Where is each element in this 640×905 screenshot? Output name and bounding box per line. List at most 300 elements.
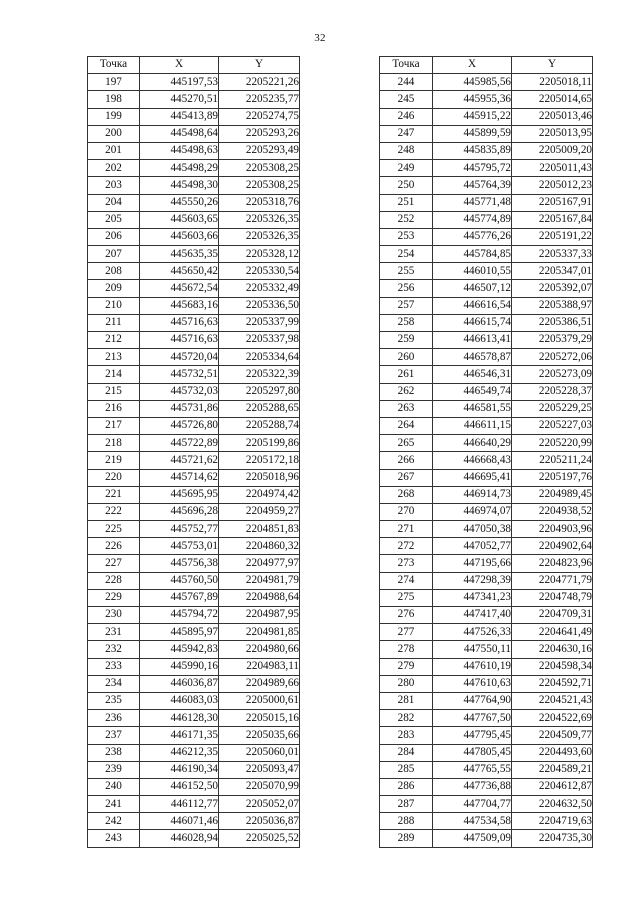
y-coordinate-cell: 2205220,99 — [512, 435, 593, 452]
point-number-cell: 265 — [380, 435, 433, 452]
x-coordinate-cell: 446112,77 — [140, 796, 219, 813]
table-header-row — [380, 57, 593, 74]
point-number-cell: 238 — [88, 744, 140, 761]
y-coordinate-cell: 2205018,11 — [512, 74, 593, 91]
point-number-cell: 197 — [88, 74, 140, 91]
x-coordinate-cell: 446152,50 — [140, 778, 219, 795]
y-coordinate-cell: 2204989,66 — [219, 675, 300, 692]
y-coordinate-cell: 2204981,85 — [219, 624, 300, 641]
y-coordinate-cell: 2205388,97 — [512, 297, 593, 314]
y-coordinate-cell: 2205167,84 — [512, 211, 593, 228]
table-row — [380, 572, 593, 589]
table-row — [380, 658, 593, 675]
x-coordinate-cell: 445695,95 — [140, 486, 219, 503]
y-coordinate-cell: 2205274,75 — [219, 108, 300, 125]
point-number-cell: 277 — [380, 624, 433, 641]
y-coordinate-cell: 2205288,65 — [219, 400, 300, 417]
table-row — [380, 177, 593, 194]
x-coordinate-cell: 445498,64 — [140, 125, 219, 142]
x-coordinate-cell: 445899,59 — [433, 125, 512, 142]
point-number-cell: 207 — [88, 246, 140, 263]
table-row — [88, 91, 300, 108]
point-number-cell: 276 — [380, 607, 433, 624]
x-coordinate-cell: 446974,07 — [433, 503, 512, 520]
table-row — [88, 452, 300, 469]
x-coordinate-cell: 445756,38 — [140, 555, 219, 572]
x-coordinate-cell: 445603,66 — [140, 228, 219, 245]
table-row — [88, 830, 300, 847]
x-coordinate-cell: 445726,80 — [140, 417, 219, 434]
table-row — [380, 452, 593, 469]
y-coordinate-cell: 2204989,45 — [512, 486, 593, 503]
x-coordinate-cell: 447736,88 — [433, 778, 512, 795]
y-coordinate-cell: 2205326,35 — [219, 211, 300, 228]
y-coordinate-cell: 2204592,71 — [512, 675, 593, 692]
x-coordinate-cell: 446171,35 — [140, 727, 219, 744]
point-number-cell: 252 — [380, 211, 433, 228]
point-number-cell: 272 — [380, 538, 433, 555]
header-x: X — [433, 57, 512, 74]
y-coordinate-cell: 2204493,60 — [512, 744, 593, 761]
table-row — [88, 125, 300, 142]
table-row — [88, 435, 300, 452]
table-row — [88, 796, 300, 813]
point-number-cell: 261 — [380, 366, 433, 383]
y-coordinate-cell: 2205013,95 — [512, 125, 593, 142]
header-point: Точка — [88, 57, 140, 74]
table-row — [380, 366, 593, 383]
table-row — [380, 332, 593, 349]
x-coordinate-cell: 445990,16 — [140, 658, 219, 675]
point-number-cell: 237 — [88, 727, 140, 744]
point-number-cell: 247 — [380, 125, 433, 142]
table-row — [88, 692, 300, 709]
x-coordinate-cell: 445683,16 — [140, 297, 219, 314]
y-coordinate-cell: 2204612,87 — [512, 778, 593, 795]
y-coordinate-cell: 2205326,35 — [219, 228, 300, 245]
y-coordinate-cell: 2205228,37 — [512, 383, 593, 400]
y-coordinate-cell: 2204988,64 — [219, 589, 300, 606]
table-row — [88, 658, 300, 675]
x-coordinate-cell: 446212,35 — [140, 744, 219, 761]
x-coordinate-cell: 447509,09 — [433, 830, 512, 847]
y-coordinate-cell: 2205199,86 — [219, 435, 300, 452]
x-coordinate-cell: 445942,83 — [140, 641, 219, 658]
x-coordinate-cell: 446071,46 — [140, 813, 219, 830]
table-row — [88, 108, 300, 125]
point-number-cell: 256 — [380, 280, 433, 297]
y-coordinate-cell: 2205347,01 — [512, 263, 593, 280]
x-coordinate-cell: 447534,58 — [433, 813, 512, 830]
point-number-cell: 283 — [380, 727, 433, 744]
point-number-cell: 254 — [380, 246, 433, 263]
x-coordinate-cell: 447610,63 — [433, 675, 512, 692]
table-row — [380, 692, 593, 709]
x-coordinate-cell: 446613,41 — [433, 332, 512, 349]
y-coordinate-cell: 2204860,32 — [219, 538, 300, 555]
x-coordinate-cell: 445696,28 — [140, 503, 219, 520]
table-row — [88, 349, 300, 366]
point-number-cell: 235 — [88, 692, 140, 709]
table-row — [88, 607, 300, 624]
table-row — [88, 538, 300, 555]
table-row — [88, 813, 300, 830]
point-number-cell: 289 — [380, 830, 433, 847]
table-row — [380, 91, 593, 108]
point-number-cell: 219 — [88, 452, 140, 469]
table-row — [88, 194, 300, 211]
x-coordinate-cell: 447341,23 — [433, 589, 512, 606]
header-y: Y — [512, 57, 593, 74]
y-coordinate-cell: 2204902,64 — [512, 538, 593, 555]
x-coordinate-cell: 447550,11 — [433, 641, 512, 658]
y-coordinate-cell: 2204719,63 — [512, 813, 593, 830]
table-row — [88, 503, 300, 520]
table-row — [88, 74, 300, 91]
x-coordinate-cell: 445767,89 — [140, 589, 219, 606]
y-coordinate-cell: 2205330,54 — [219, 263, 300, 280]
y-coordinate-cell: 2204521,43 — [512, 692, 593, 709]
x-coordinate-cell: 445835,89 — [433, 142, 512, 159]
y-coordinate-cell: 2205221,26 — [219, 74, 300, 91]
y-coordinate-cell: 2204598,34 — [512, 658, 593, 675]
table-row — [380, 297, 593, 314]
x-coordinate-cell: 445753,01 — [140, 538, 219, 555]
table-row — [380, 349, 593, 366]
point-number-cell: 262 — [380, 383, 433, 400]
table-row — [88, 572, 300, 589]
table-row — [88, 400, 300, 417]
y-coordinate-cell: 2205336,50 — [219, 297, 300, 314]
table-row — [380, 503, 593, 520]
table-row — [88, 332, 300, 349]
table-row — [88, 263, 300, 280]
y-coordinate-cell: 2205235,77 — [219, 91, 300, 108]
point-number-cell: 275 — [380, 589, 433, 606]
point-number-cell: 251 — [380, 194, 433, 211]
y-coordinate-cell: 2205337,99 — [219, 314, 300, 331]
table-row — [380, 675, 593, 692]
y-coordinate-cell: 2205308,25 — [219, 160, 300, 177]
point-number-cell: 286 — [380, 778, 433, 795]
point-number-cell: 263 — [380, 400, 433, 417]
point-number-cell: 198 — [88, 91, 140, 108]
table-row — [88, 744, 300, 761]
point-number-cell: 267 — [380, 469, 433, 486]
point-number-cell: 208 — [88, 263, 140, 280]
x-coordinate-cell: 446695,41 — [433, 469, 512, 486]
y-coordinate-cell: 2205273,09 — [512, 366, 593, 383]
x-coordinate-cell: 447765,55 — [433, 761, 512, 778]
y-coordinate-cell: 2205191,22 — [512, 228, 593, 245]
y-coordinate-cell: 2204977,97 — [219, 555, 300, 572]
y-coordinate-cell: 2204748,79 — [512, 589, 593, 606]
table-row — [380, 624, 593, 641]
x-coordinate-cell: 445795,72 — [433, 160, 512, 177]
y-coordinate-cell: 2205014,65 — [512, 91, 593, 108]
y-coordinate-cell: 2205293,26 — [219, 125, 300, 142]
table-row — [380, 228, 593, 245]
table-row — [380, 280, 593, 297]
x-coordinate-cell: 445650,42 — [140, 263, 219, 280]
x-coordinate-cell: 447050,38 — [433, 521, 512, 538]
y-coordinate-cell: 2205035,66 — [219, 727, 300, 744]
table-row — [380, 761, 593, 778]
table-row — [380, 607, 593, 624]
x-coordinate-cell: 445714,62 — [140, 469, 219, 486]
table-row — [88, 727, 300, 744]
point-number-cell: 213 — [88, 349, 140, 366]
table-row — [380, 74, 593, 91]
point-number-cell: 202 — [88, 160, 140, 177]
point-number-cell: 206 — [88, 228, 140, 245]
y-coordinate-cell: 2205012,23 — [512, 177, 593, 194]
point-number-cell: 204 — [88, 194, 140, 211]
table-row — [88, 641, 300, 658]
y-coordinate-cell: 2204709,31 — [512, 607, 593, 624]
point-number-cell: 240 — [88, 778, 140, 795]
point-number-cell: 214 — [88, 366, 140, 383]
point-number-cell: 236 — [88, 710, 140, 727]
table-row — [88, 521, 300, 538]
point-number-cell: 205 — [88, 211, 140, 228]
point-number-cell: 271 — [380, 521, 433, 538]
x-coordinate-cell: 447764,90 — [433, 692, 512, 709]
point-number-cell: 229 — [88, 589, 140, 606]
point-number-cell: 241 — [88, 796, 140, 813]
point-number-cell: 212 — [88, 332, 140, 349]
x-coordinate-cell: 445672,54 — [140, 280, 219, 297]
x-coordinate-cell: 446128,30 — [140, 710, 219, 727]
y-coordinate-cell: 2205386,51 — [512, 314, 593, 331]
y-coordinate-cell: 2204851,83 — [219, 521, 300, 538]
x-coordinate-cell: 446549,74 — [433, 383, 512, 400]
x-coordinate-cell: 445413,89 — [140, 108, 219, 125]
point-number-cell: 246 — [380, 108, 433, 125]
point-number-cell: 201 — [88, 142, 140, 159]
table-row — [88, 589, 300, 606]
table-row — [88, 142, 300, 159]
y-coordinate-cell: 2205015,16 — [219, 710, 300, 727]
x-coordinate-cell: 447417,40 — [433, 607, 512, 624]
table-row — [380, 727, 593, 744]
x-coordinate-cell: 445732,03 — [140, 383, 219, 400]
x-coordinate-cell: 445731,86 — [140, 400, 219, 417]
x-coordinate-cell: 445732,51 — [140, 366, 219, 383]
point-number-cell: 227 — [88, 555, 140, 572]
table-row — [380, 383, 593, 400]
x-coordinate-cell: 447805,45 — [433, 744, 512, 761]
y-coordinate-cell: 2205052,07 — [219, 796, 300, 813]
x-coordinate-cell: 446578,87 — [433, 349, 512, 366]
point-number-cell: 217 — [88, 417, 140, 434]
point-number-cell: 274 — [380, 572, 433, 589]
point-number-cell: 259 — [380, 332, 433, 349]
table-row — [88, 761, 300, 778]
x-coordinate-cell: 446640,29 — [433, 435, 512, 452]
table-row — [88, 778, 300, 795]
table-row — [88, 469, 300, 486]
y-coordinate-cell: 2204823,96 — [512, 555, 593, 572]
point-number-cell: 288 — [380, 813, 433, 830]
point-number-cell: 210 — [88, 297, 140, 314]
table-row — [380, 538, 593, 555]
x-coordinate-cell: 446611,15 — [433, 417, 512, 434]
x-coordinate-cell: 445764,39 — [433, 177, 512, 194]
point-number-cell: 225 — [88, 521, 140, 538]
point-number-cell: 266 — [380, 452, 433, 469]
point-number-cell: 284 — [380, 744, 433, 761]
table-row — [88, 366, 300, 383]
point-number-cell: 244 — [380, 74, 433, 91]
coordinates-table-left — [87, 56, 300, 848]
point-number-cell: 279 — [380, 658, 433, 675]
x-coordinate-cell: 447795,45 — [433, 727, 512, 744]
header-x: X — [140, 57, 219, 74]
table-row — [380, 194, 593, 211]
x-coordinate-cell: 445720,04 — [140, 349, 219, 366]
x-coordinate-cell: 445722,89 — [140, 435, 219, 452]
x-coordinate-cell: 445752,77 — [140, 521, 219, 538]
y-coordinate-cell: 2205011,43 — [512, 160, 593, 177]
point-number-cell: 203 — [88, 177, 140, 194]
y-coordinate-cell: 2205229,25 — [512, 400, 593, 417]
point-number-cell: 216 — [88, 400, 140, 417]
point-number-cell: 285 — [380, 761, 433, 778]
y-coordinate-cell: 2205328,12 — [219, 246, 300, 263]
x-coordinate-cell: 446036,87 — [140, 675, 219, 692]
point-number-cell: 233 — [88, 658, 140, 675]
table-row — [380, 744, 593, 761]
table-row — [88, 555, 300, 572]
table-row — [88, 177, 300, 194]
x-coordinate-cell: 447526,33 — [433, 624, 512, 641]
x-coordinate-cell: 445635,35 — [140, 246, 219, 263]
y-coordinate-cell: 2205293,49 — [219, 142, 300, 159]
y-coordinate-cell: 2204522,69 — [512, 710, 593, 727]
x-coordinate-cell: 446190,34 — [140, 761, 219, 778]
x-coordinate-cell: 445716,63 — [140, 332, 219, 349]
y-coordinate-cell: 2205297,80 — [219, 383, 300, 400]
point-number-cell: 253 — [380, 228, 433, 245]
table-row — [88, 417, 300, 434]
point-number-cell: 215 — [88, 383, 140, 400]
y-coordinate-cell: 2204735,30 — [512, 830, 593, 847]
y-coordinate-cell: 2204903,96 — [512, 521, 593, 538]
table-row — [380, 435, 593, 452]
table-row — [380, 486, 593, 503]
table-row — [380, 469, 593, 486]
point-number-cell: 218 — [88, 435, 140, 452]
table-row — [380, 263, 593, 280]
point-number-cell: 200 — [88, 125, 140, 142]
table-row — [380, 589, 593, 606]
x-coordinate-cell: 445776,26 — [433, 228, 512, 245]
x-coordinate-cell: 445955,36 — [433, 91, 512, 108]
table-row — [88, 486, 300, 503]
point-number-cell: 230 — [88, 607, 140, 624]
x-coordinate-cell: 446668,43 — [433, 452, 512, 469]
y-coordinate-cell: 2205025,52 — [219, 830, 300, 847]
point-number-cell: 242 — [88, 813, 140, 830]
table-row — [88, 297, 300, 314]
table-row — [380, 400, 593, 417]
table-row — [380, 160, 593, 177]
point-number-cell: 222 — [88, 503, 140, 520]
y-coordinate-cell: 2205197,76 — [512, 469, 593, 486]
table-row — [380, 108, 593, 125]
header-point: Точка — [380, 57, 433, 74]
x-coordinate-cell: 445760,50 — [140, 572, 219, 589]
table-row — [380, 710, 593, 727]
point-number-cell: 282 — [380, 710, 433, 727]
point-number-cell: 264 — [380, 417, 433, 434]
point-number-cell: 258 — [380, 314, 433, 331]
x-coordinate-cell: 445915,22 — [433, 108, 512, 125]
y-coordinate-cell: 2204630,16 — [512, 641, 593, 658]
y-coordinate-cell: 2205288,74 — [219, 417, 300, 434]
table-row — [380, 211, 593, 228]
x-coordinate-cell: 447298,39 — [433, 572, 512, 589]
point-number-cell: 231 — [88, 624, 140, 641]
table-row — [380, 830, 593, 847]
table-row — [88, 246, 300, 263]
table-row — [88, 710, 300, 727]
table-row — [88, 280, 300, 297]
point-number-cell: 255 — [380, 263, 433, 280]
x-coordinate-cell: 447195,66 — [433, 555, 512, 572]
table-row — [88, 314, 300, 331]
y-coordinate-cell: 2205070,99 — [219, 778, 300, 795]
point-number-cell: 250 — [380, 177, 433, 194]
y-coordinate-cell: 2204771,79 — [512, 572, 593, 589]
y-coordinate-cell: 2205318,76 — [219, 194, 300, 211]
x-coordinate-cell: 447704,77 — [433, 796, 512, 813]
point-number-cell: 287 — [380, 796, 433, 813]
point-number-cell: 220 — [88, 469, 140, 486]
point-number-cell: 243 — [88, 830, 140, 847]
table-row — [88, 624, 300, 641]
x-coordinate-cell: 445498,30 — [140, 177, 219, 194]
table-row — [380, 555, 593, 572]
y-coordinate-cell: 2205322,39 — [219, 366, 300, 383]
point-number-cell: 209 — [88, 280, 140, 297]
y-coordinate-cell: 2204959,27 — [219, 503, 300, 520]
x-coordinate-cell: 445895,97 — [140, 624, 219, 641]
point-number-cell: 270 — [380, 503, 433, 520]
y-coordinate-cell: 2205211,24 — [512, 452, 593, 469]
y-coordinate-cell: 2205334,64 — [219, 349, 300, 366]
table-row — [88, 383, 300, 400]
y-coordinate-cell: 2204983,11 — [219, 658, 300, 675]
x-coordinate-cell: 446581,55 — [433, 400, 512, 417]
x-coordinate-cell: 445197,53 — [140, 74, 219, 91]
point-number-cell: 248 — [380, 142, 433, 159]
table-row — [380, 778, 593, 795]
point-number-cell: 211 — [88, 314, 140, 331]
y-coordinate-cell: 2204938,52 — [512, 503, 593, 520]
table-row — [88, 228, 300, 245]
x-coordinate-cell: 446914,73 — [433, 486, 512, 503]
table-row — [380, 796, 593, 813]
point-number-cell: 257 — [380, 297, 433, 314]
y-coordinate-cell: 2204509,77 — [512, 727, 593, 744]
table-row — [88, 211, 300, 228]
y-coordinate-cell: 2205227,03 — [512, 417, 593, 434]
y-coordinate-cell: 2204980,66 — [219, 641, 300, 658]
point-number-cell: 268 — [380, 486, 433, 503]
y-coordinate-cell: 2204981,79 — [219, 572, 300, 589]
